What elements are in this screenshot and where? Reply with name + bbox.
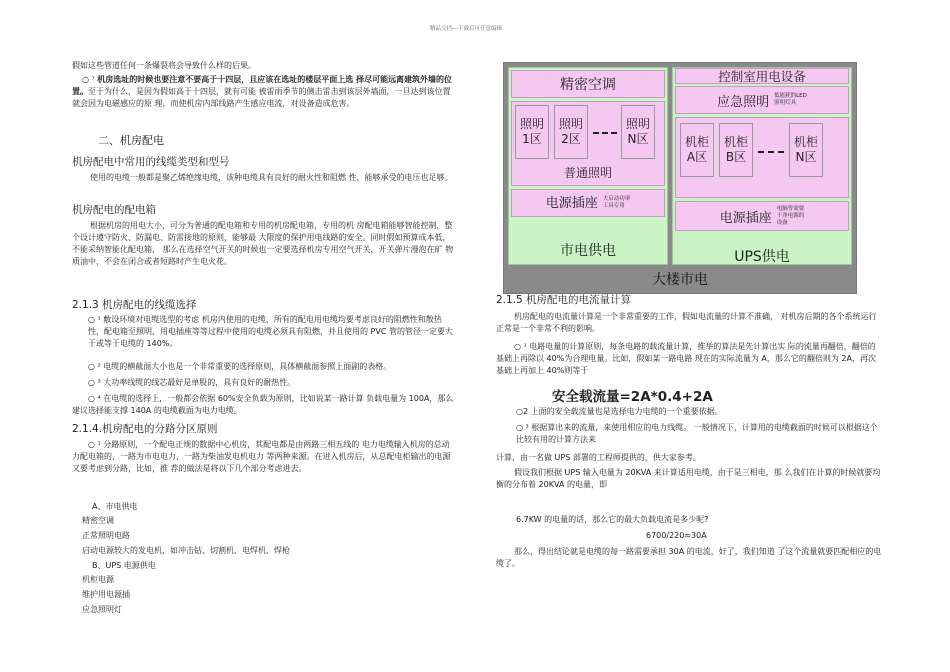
paragraph: 假设我们根据 UPS 输入电量为 20KVA 来计算适用电缆，由于是三相电，那 么我们在计算的时候就要均衡的分布着 20KVA 的电量，即	[496, 468, 881, 489]
paragraph: 计算，由一名做 UPS 部署的工程师提供的，供大家参考。	[496, 453, 701, 462]
subheading: 2.1.4.机房配电的分路分区原则	[72, 423, 218, 435]
lighting-zone-n: 照明 N区	[621, 105, 655, 159]
list-heading: B、UPS 电源供电	[92, 561, 156, 570]
dashed-connector	[593, 132, 617, 134]
rack-zone-b: 机柜 B区	[719, 123, 753, 177]
body-text: 至于为什么，是因为假如高于十四层，就有可能 被雷雨季节的侧击雷击到该层外墙面，一旦达到该位置就会因为电磁感应的原 理，而使机房内部线路产生感应电流，对设备造成危害。	[72, 87, 451, 108]
paragraph: 那么，得出结论就是电缆的每一路需要承担 30A 的电流，好了，我们知道 了这个流量就要匹配相应的电缆了。	[496, 547, 882, 568]
emergency-lighting-block	[675, 86, 849, 114]
power-socket-note: 电脑等需要 干净电源的 设备	[776, 205, 805, 226]
list-item: ○ ¹ 敷设环境对电缆选型的考虑 机房内使用的电缆，所有的配电用电缆均要考虑良好的阻燃性和散热性，配电箱至照明、用电插座等等过程中使用的电缆必须具有阻燃，并且使用的 PVC 管的管径一定要大于或等于电缆的 140%。	[88, 315, 453, 348]
precision-ac-block: 精密空调	[511, 70, 665, 98]
list-item: ○ ⁴ 在电缆的选择上，一般都会依据 60%安全负载为原则，比如说某一路计算 负载电量为 100A，那么建议选择能支撑 140A 的电缆截面为电力电缆。	[72, 394, 454, 415]
power-socket-label: 电源插座	[545, 195, 598, 211]
list-item: ○ ³ 大功率线缆的线芯最好是单股的，具有良好的耐热性。	[88, 378, 296, 387]
list-item: 机柜电源	[82, 575, 114, 584]
lighting-zone-2: 照明 2区	[554, 105, 588, 159]
lighting-zone-1: 照明 1区	[515, 105, 549, 159]
list-item: ○ ² 电缆的横截面大小也是一个非常重要的选择原则，具体横截面参照上面副的表格。	[88, 362, 392, 371]
power-socket-left	[511, 189, 665, 217]
subheading: 机房配电的配电箱	[72, 204, 156, 216]
list-item: 启动电源较大的发电机，如冲击钻、切割机、电焊机、焊枪	[82, 546, 290, 555]
dashed-connector	[758, 151, 784, 153]
paragraph: ○2 上面的安全载流量也是选择电力电缆的一个重要依据。	[516, 407, 723, 416]
list-item: 正常照明电路	[82, 531, 130, 540]
paragraph-site-selection	[72, 74, 456, 110]
power-socket-right	[675, 201, 849, 231]
building-power-label: 大楼市电	[652, 272, 708, 288]
list-item: 精密空调	[82, 516, 114, 525]
subheading: 2.1.5 机房配电的电流量计算	[496, 294, 632, 306]
rack-zone-n: 机柜 N区	[789, 123, 823, 177]
power-socket-note: 大启动功率 工具专用	[602, 196, 631, 209]
emergency-lighting-note: 低能耗的LED 照明灯具	[774, 93, 807, 106]
subheading: 机房配电中常用的线缆类型和型号	[72, 156, 230, 168]
list-heading: A、市电供电	[92, 502, 138, 511]
paragraph: 机房配电的电流量计算是一个非常重要的工作，假如电流量的计算不准确， 对机房后期的各个系统运行正常是一个非常不利的影响。	[496, 312, 877, 333]
paragraph: ○ ³ 根据算出来的流量，来使用相应的电力线缆。 一般情况下，计算用的电缆截面的时候可以根据这个比较有用的计算方法来	[516, 423, 878, 444]
paragraph: 使用的电缆一般都是聚乙烯绝缘电缆，该种电缆具有良好的耐火性和阻燃 性，能够承受的电压也足够。	[90, 173, 453, 182]
header-note: 精品文档---下载后可任意编辑	[430, 26, 502, 32]
list-item: 维护用电源插	[82, 590, 130, 599]
control-room-block: 控制室用电设备	[675, 68, 849, 84]
paragraph: 6.7KW 的电量的话，那么它的最大负载电流是多少呢?	[516, 515, 709, 524]
power-distribution-diagram	[503, 62, 857, 294]
bullet-marker: ○ ⁷	[82, 75, 95, 84]
rack-zone-a: 机柜 A区	[680, 123, 714, 177]
emergency-lighting-label: 应急照明	[717, 94, 770, 110]
paragraph: 假如这些管道任何一条爆裂将会导致什么样的后果。	[72, 61, 256, 70]
list-item: ○ ¹ 分路原则，一个配电正规的数据中心机房，其配电都是由两路三相五线的 电力电缆输入机房的总动力配电箱的，一路为市电电力，一路为柴油发电机电力 等两种来源。在进入机房后，从总配电柜输出的电源又要考虑到分路，比如，推 荐的做法是将以下几个部分考虑进去。	[72, 440, 451, 473]
city-power-label: 市电供电	[560, 243, 616, 259]
paragraph: ○ ¹ 电路电量的计算原则，每条电路的载流量计算，推举的算法是先计算出实 际的流量再翻倍，翻倍的基础上再除以 40%为合理电量。比如，假如某一路电路 现在的实际流量为 A，那么它的翻倍则为 2A，再次基础上再加上 40%则等于	[496, 342, 876, 375]
normal-lighting-label: 普通照明	[563, 166, 612, 180]
ups-power-label: UPS供电	[734, 249, 790, 265]
power-socket-label: 电源插座	[719, 210, 772, 226]
bold-text: 机房选址的时候也要注意不要高于十四层，且应该在选址的楼层平面上选 择尽可能远离建筑外墙的位置。	[72, 75, 453, 96]
calculation: 6700/220≈30A	[646, 531, 707, 540]
safe-current-formula: 安全载流量=2A*0.4+2A	[552, 389, 713, 405]
paragraph: 根据机房的用电大小，可分为普通的配电箱和专用的机房配电箱，专用的机 房配电箱能够智能控制，整个设计遵守防火、防漏电、防雷接地的原则，能够最 大限度的保护用电线路的安全。同时假如预算成本低，不能采纳智能化配电箱， 那么在选择空气开关的时候也一定要选择机房专用空气开关，开关弹片漫泡在矿 物质油中，不会在闭合或者短路时产生电火花。	[72, 221, 454, 266]
subheading: 2.1.3 机房配电的线缆选择	[72, 299, 197, 311]
section-heading: 二、机房配电	[98, 134, 164, 147]
list-item: 应急照明灯	[82, 605, 122, 614]
